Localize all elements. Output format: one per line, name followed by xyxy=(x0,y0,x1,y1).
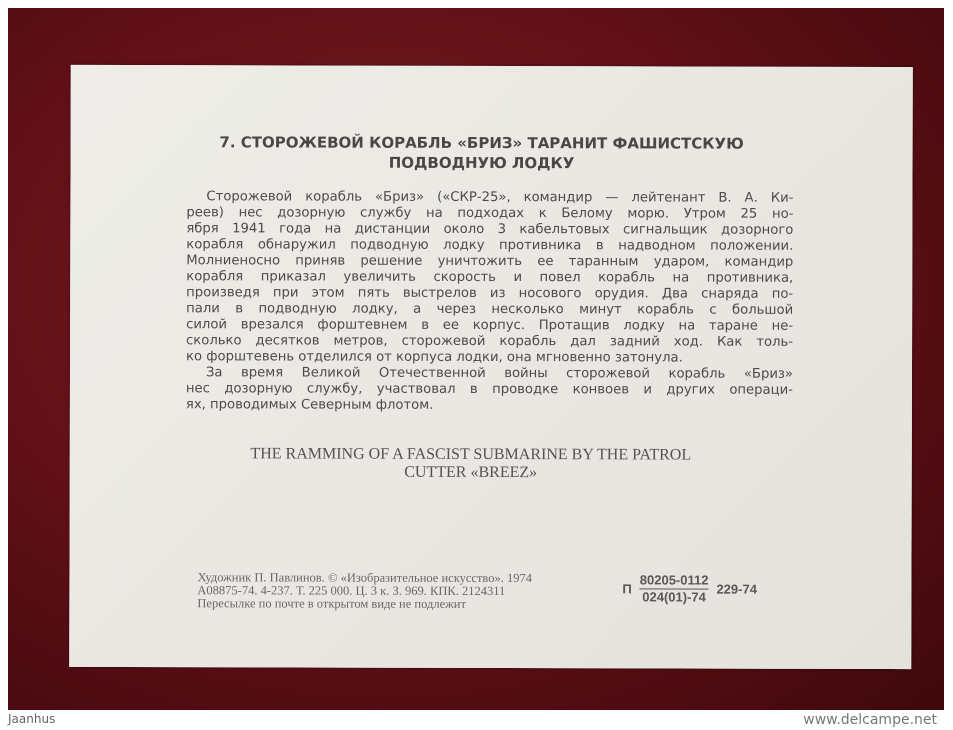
body-line: корабля обнаружил подводную лодку противника в надводном положении. xyxy=(186,237,794,254)
catalog-code xyxy=(622,572,757,604)
body-line: корабля приказал увеличить скорость и повел корабль на противника, xyxy=(186,269,794,286)
body-line: Молниеносно приняв решение уничтожить ее таранным ударом, командир xyxy=(186,253,794,270)
body-line: нес дозорную службу, участвовал в проводке конвоев и других операци- xyxy=(185,381,793,398)
title-line-2: ПОДВОДНУЮ ЛОДКУ xyxy=(388,153,575,173)
postcard xyxy=(69,65,913,669)
english-title-line-1: THE RAMMING OF A FASCIST SUBMARINE BY THE PATROL xyxy=(250,445,692,464)
code-prefix: П xyxy=(622,580,632,596)
body-line: ко форштевень отделился от корпуса лодки, она мгновенно затонула. xyxy=(186,349,683,366)
body-line: ября 1941 года на дистанции около 3 кабельтовых сигнальщик дозорного xyxy=(186,221,794,238)
watermark-right: www.delcampe.net xyxy=(803,712,937,728)
body-line: реев) нес дозорную службу на подходах к Белому морю. Утром 25 но- xyxy=(186,205,794,222)
code-suffix: 229-74 xyxy=(716,581,757,597)
imprint xyxy=(197,571,532,611)
title-line-1: 7. СТОРОЖЕВОЙ КОРАБЛЬ «БРИЗ» ТАРАНИТ ФАШИСТСКУЮ xyxy=(219,133,744,153)
english-title-line-2: CUTTER «BREEZ» xyxy=(404,463,538,482)
code-fraction xyxy=(640,572,709,604)
body-text xyxy=(186,189,794,415)
body-line: произведя при этом пять выстрелов из носового орудия. Два снаряда по- xyxy=(186,285,794,302)
watermark-left: Jaanhus xyxy=(8,712,56,726)
body-line: силой врезался форштевнем в ее корпус. Протащив лодку на таране не- xyxy=(186,317,794,334)
code-denominator: 024(01)-74 xyxy=(642,589,706,605)
body-line: сколько десятков метров, сторожевой корабль дал задний ход. Как толь- xyxy=(186,333,794,350)
body-line: ях, проводимых Северным флотом. xyxy=(185,397,434,413)
body-line: пали в подводную лодку, а через несколько минут корабль с большой xyxy=(186,301,794,318)
body-line: За время Великой Отечественной войны сторожевой корабль «Бриз» xyxy=(205,365,794,382)
imprint-line: Художник П. Павлинов. © «Изобразительное искусство». 1974 xyxy=(197,570,533,586)
imprint-line: Пересылке по почте в открытом виде не подлежит xyxy=(197,596,466,611)
imprint-line: А08875-74. 4-237. Т. 225 000. Ц. 3 к. З. 969. КПК. 2124311 xyxy=(197,583,506,599)
code-numerator: 80205-0112 xyxy=(639,572,709,588)
body-line: Сторожевой корабль «Бриз» («СКР-25», командир — лейтенант В. А. Ки- xyxy=(206,189,794,206)
